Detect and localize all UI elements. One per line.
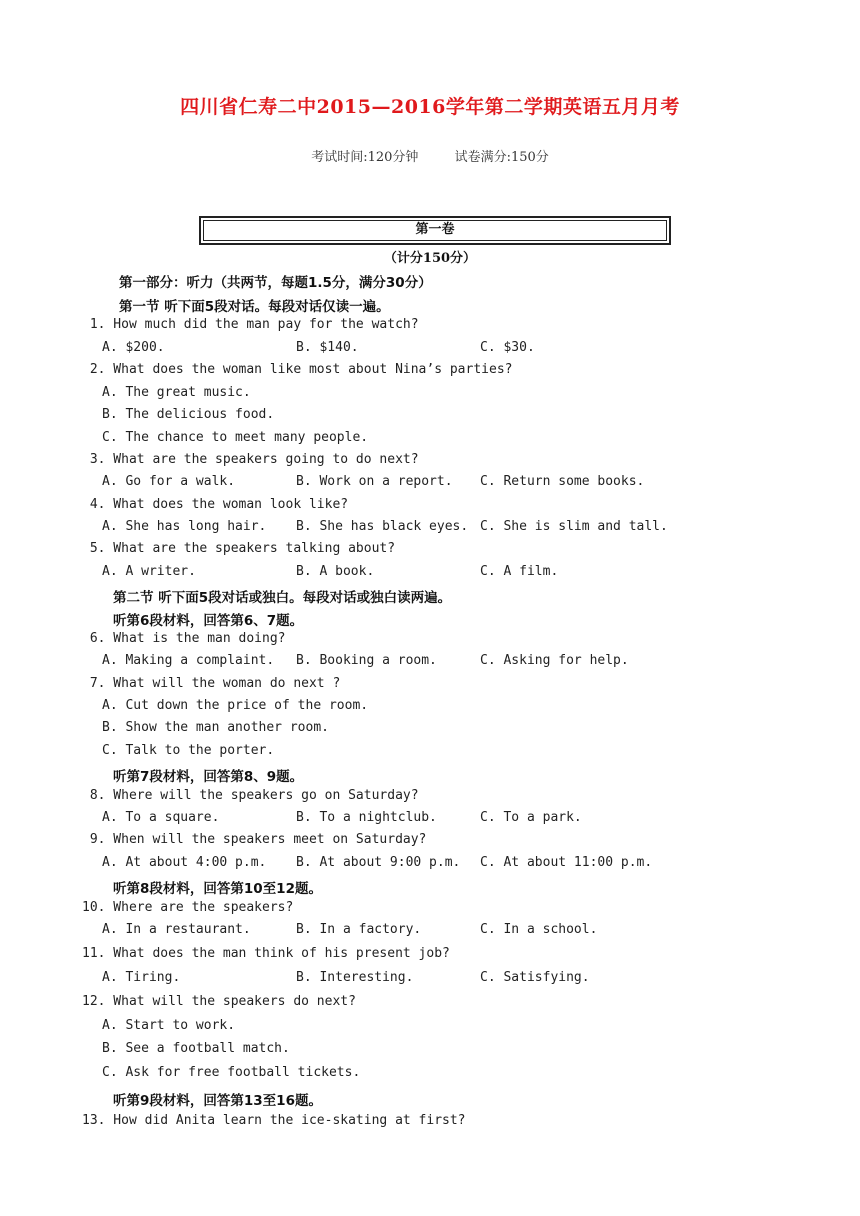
option-1a: A. $200. (102, 340, 165, 355)
option-11c: C. Satisfying. (480, 970, 590, 985)
option-6c: C. Asking for help. (480, 653, 629, 668)
option-8a: A. To a square. (102, 810, 220, 825)
question-1: 1. How much did the man pay for the watch? (82, 317, 419, 332)
question-4: 4. What does the woman look like? (82, 497, 349, 512)
option-1c: C. $30. (480, 340, 535, 355)
question-2: 2. What does the woman like most about Nina’s parties? (82, 362, 513, 377)
option-6b: B. Booking a room. (296, 653, 437, 668)
question-6: 6. What is the man doing? (82, 631, 286, 646)
volume-box (199, 216, 671, 245)
option-9c: C. At about 11:00 p.m. (480, 855, 653, 870)
option-7b: B. Show the man another room. (102, 720, 329, 735)
question-3: 3. What are the speakers going to do next? (82, 452, 419, 467)
option-2b: B. The delicious food. (102, 407, 275, 422)
exam-time: 考试时间:120分钟 (311, 150, 419, 165)
option-3c: C. Return some books. (480, 474, 645, 489)
material-6-heading: 听第6段材料，回答第6、7题。 (113, 613, 304, 629)
material-7-heading: 听第7段材料，回答第8、9题。 (113, 769, 304, 785)
material-9-heading: 听第9段材料，回答第13至16题。 (113, 1093, 322, 1109)
score-note: （计分150分） (383, 251, 477, 266)
option-10b: B. In a factory. (296, 922, 422, 937)
option-12c: C. Ask for free football tickets. (102, 1065, 361, 1080)
option-3a: A. Go for a walk. (102, 474, 236, 489)
section2-heading: 第二节 听下面5段对话或独白。每段对话或独白读两遍。 (113, 590, 452, 606)
option-11a: A. Tiring. (102, 970, 181, 985)
option-5b: B. A book. (296, 564, 375, 579)
question-10: 10. Where are the speakers? (82, 900, 294, 915)
option-7a: A. Cut down the price of the room. (102, 698, 369, 713)
section1-heading: 第一节 听下面5段对话。每段对话仅读一遍。 (119, 299, 390, 315)
option-9b: B. At about 9:00 p.m. (296, 855, 461, 870)
exam-title: 四川省仁寿二中2015—2016学年第二学期英语五月月考 (180, 96, 680, 118)
option-7c: C. Talk to the porter. (102, 743, 275, 758)
question-8: 8. Where will the speakers go on Saturday? (82, 788, 419, 803)
option-5a: A. A writer. (102, 564, 196, 579)
option-4a: A. She has long hair. (102, 519, 267, 534)
option-10a: A. In a restaurant. (102, 922, 251, 937)
question-7: 7. What will the woman do next ? (82, 676, 341, 691)
question-9: 9. When will the speakers meet on Saturday? (82, 832, 427, 847)
exam-full-score: 试卷满分:150分 (454, 150, 549, 165)
option-8b: B. To a nightclub. (296, 810, 437, 825)
option-2a: A. The great music. (102, 385, 251, 400)
option-6a: A. Making a complaint. (102, 653, 275, 668)
option-8c: C. To a park. (480, 810, 582, 825)
option-5c: C. A film. (480, 564, 559, 579)
option-2c: C. The chance to meet many people. (102, 430, 369, 445)
option-12a: A. Start to work. (102, 1018, 236, 1033)
material-8-heading: 听第8段材料，回答第10至12题。 (113, 881, 322, 897)
option-12b: B. See a football match. (102, 1041, 290, 1056)
option-10c: C. In a school. (480, 922, 598, 937)
option-9a: A. At about 4:00 p.m. (102, 855, 267, 870)
option-4c: C. She is slim and tall. (480, 519, 668, 534)
option-1b: B. $140. (296, 340, 359, 355)
question-12: 12. What will the speakers do next? (82, 994, 356, 1009)
question-13: 13. How did Anita learn the ice-skating at first? (82, 1113, 466, 1128)
exam-info (0, 146, 860, 165)
option-11b: B. Interesting. (296, 970, 414, 985)
question-11: 11. What does the man think of his present job? (82, 946, 450, 961)
question-5: 5. What are the speakers talking about? (82, 541, 396, 556)
option-4b: B. She has black eyes. (296, 519, 469, 534)
part1-heading: 第一部分：听力（共两节，每题1.5分，满分30分） (119, 275, 432, 291)
option-3b: B. Work on a report. (296, 474, 453, 489)
volume-label: 第一卷 (203, 220, 667, 241)
